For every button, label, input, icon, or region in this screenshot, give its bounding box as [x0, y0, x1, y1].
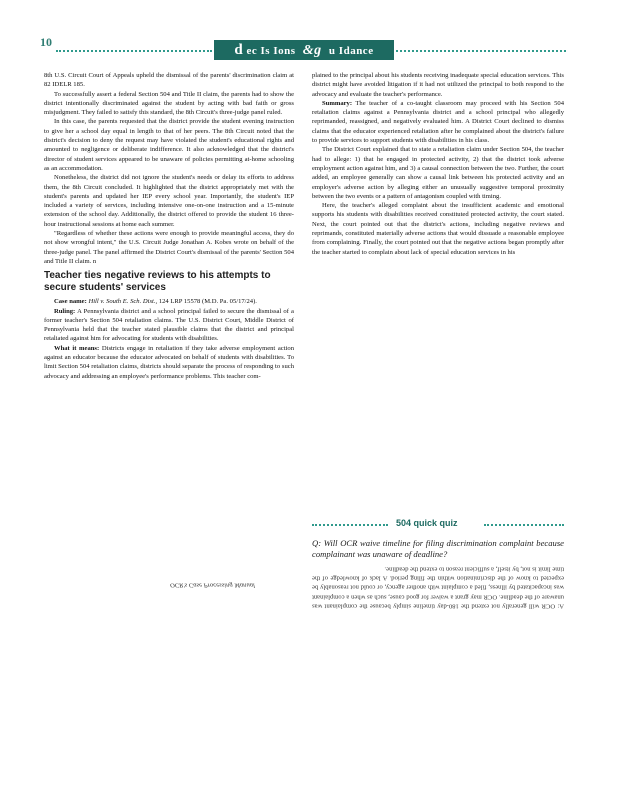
section-header-banner: [214, 40, 394, 60]
header-rule-left: [56, 50, 212, 52]
header-rule-right: [396, 50, 566, 52]
case-cite: , 124 LRP 15578 (M.D. Pa. 05/17/24).: [155, 298, 257, 306]
article-subhead: Teacher ties negative reviews to his attempts to secure students' services: [44, 270, 271, 294]
mirrored-source-line: OCR's Case Processing Manual: [170, 581, 255, 589]
paragraph: plained to the principal about his students receiving inadequate special education services. This district might have avoided litigation if it had not utilized the principal to both respond to the advocacy and evaluate the teacher's performance.: [312, 72, 564, 98]
paragraph: To successfully assert a federal Section 504 and Title II claim, the parents had to show the district intentionally discriminated against the student by acting with bad faith or gross misjudgment. They failed to satisfy this standard, the 8th Circuit's three-judge panel ruled.: [44, 90, 294, 117]
means-paragraph: [44, 344, 294, 381]
quiz-title: 504 quick quiz: [392, 518, 462, 528]
page-number: 10: [40, 35, 52, 49]
header-title-part2: u Idance: [328, 45, 374, 57]
quiz-answer-upside-down: A: OCR will generally not extend the 180-day timeline simply because the complainant was unaware of the deadline. OCR may grant a waiver for good cause, such as when a complainant was incapacitated by illness, filed a complaint with another agency, or could not reasonably be expected to know of the discrimination within the filing period. A lack of knowledge of the time limit is not, by itself, a sufficient reason to extend the deadline.: [312, 565, 564, 610]
paragraph: In this case, the parents requested that the district provide the student evening instruction to give her a school day equal in length to that of her peers. The 8th Circuit noted that the district's decision to deny the request may have violated the student's educational rights and amounted to negligence or deliberate indifference. It also acknowledged that the district's director of student services appeared to be unaware of policies permitting at-home schooling as an accommodation.: [44, 118, 294, 172]
quiz-header: [312, 518, 564, 532]
quiz-rule-right: [484, 524, 564, 526]
case-name: Hill v. South E. Sch. Dist.: [88, 298, 156, 306]
paragraph: Nonetheless, the district did not ignore the student's needs or delay its efforts to address them, the 8th Circuit concluded. It highlighted that the district appropriately met with the student's parents and updated her IEP every school year. Importantly, the student's IEP included a variety of services, including intensive one-on-one instruction and a 15-minute extension of the school day. Additionally, the district offered to provide the student 16 three-hour instructional sessions at home each summer.: [44, 174, 294, 228]
header-title-part1: ec Is Ions: [246, 45, 296, 57]
header-title-amp: &g: [302, 43, 322, 58]
quiz-rule-left: [312, 524, 388, 526]
paragraph: "Regardless of whether these actions were enough to provide meaningful access, they do not show wrongful intent," the U.S. Circuit Judge Jonathan A. Kobes wrote on behalf of the three-judge panel. The panel affirmed the District Court's dismissal of the parents' Section 504 and Title II claim. n: [44, 230, 294, 265]
summary-paragraph: [312, 99, 564, 145]
ruling-paragraph: [44, 307, 294, 344]
case-label: Case name:: [54, 298, 87, 306]
ruling-text: A Pennsylvania district and a school principal failed to secure the dismissal of a former teacher's Section 504 retaliation claims. The U.S. District Court, Middle District of Pennsylvania held that the teacher stated plausible claims that the district and principal retaliated against him for advocating for students with disabilities.: [44, 307, 294, 343]
paragraph: 8th U.S. Circuit Court of Appeals upheld the dismissal of the parents' discrimination claim at 82 IDELR 185.: [44, 72, 294, 89]
left-column: [44, 71, 294, 381]
header-title-initial: d: [234, 42, 244, 58]
quiz-question: Q: Will OCR waive timeline for filing discrimination complaint because complainant was unaware of deadline?: [312, 538, 564, 559]
paragraph: The District Court explained that to state a retaliation claim under Section 504, the teacher had to allege: 1) that he engaged in protected activity, 2) that the district took adverse employment action against him, and 3) a causal connection between the two. Further, the court added, an employee generally can show a causal link between his protected activity and an employer's adverse action by alleging either an unusually suggestive temporal proximity between the two events or a pattern of antagonism coupled with timing.: [312, 146, 564, 200]
right-column: [312, 71, 564, 257]
summary-text: The teacher of a co-taught classroom may proceed with his Section 504 retaliation claims against a Pennsylvania district and a school principal who allegedly reprimanded, reassigned, and negatively evaluated him. A District Court declined to dismiss claims that the educator experienced retaliation after he complained about the district's failure to provide services to support students with disabilities in his class.: [312, 99, 565, 145]
summary-label: Summary:: [322, 99, 353, 107]
means-label: What it means:: [54, 344, 100, 352]
paragraph: Here, the teacher's alleged complaint about the insufficient academic and emotional supports his students with disabilities received constituted protected activity, the court stated. Next, the court pointed out that the district's actions, including negative reviews and reprimands, constituted materially adverse actions that would dissuade a reasonable employee from complaining. Finally, the court pointed out that the negative actions began promptly after the teacher started to complain about lack of special education services in his: [312, 202, 564, 256]
case-citation: [44, 297, 294, 306]
means-text: Districts engage in retaliation if they take adverse employment action against an educator because the educator advocated on behalf of students with disabilities. To limit Section 504 retaliation claims, districts should separate the process of responding to such advocacy and addressing an employee's performance problems. This teacher com-: [44, 344, 294, 380]
ruling-label: Ruling:: [54, 307, 76, 315]
